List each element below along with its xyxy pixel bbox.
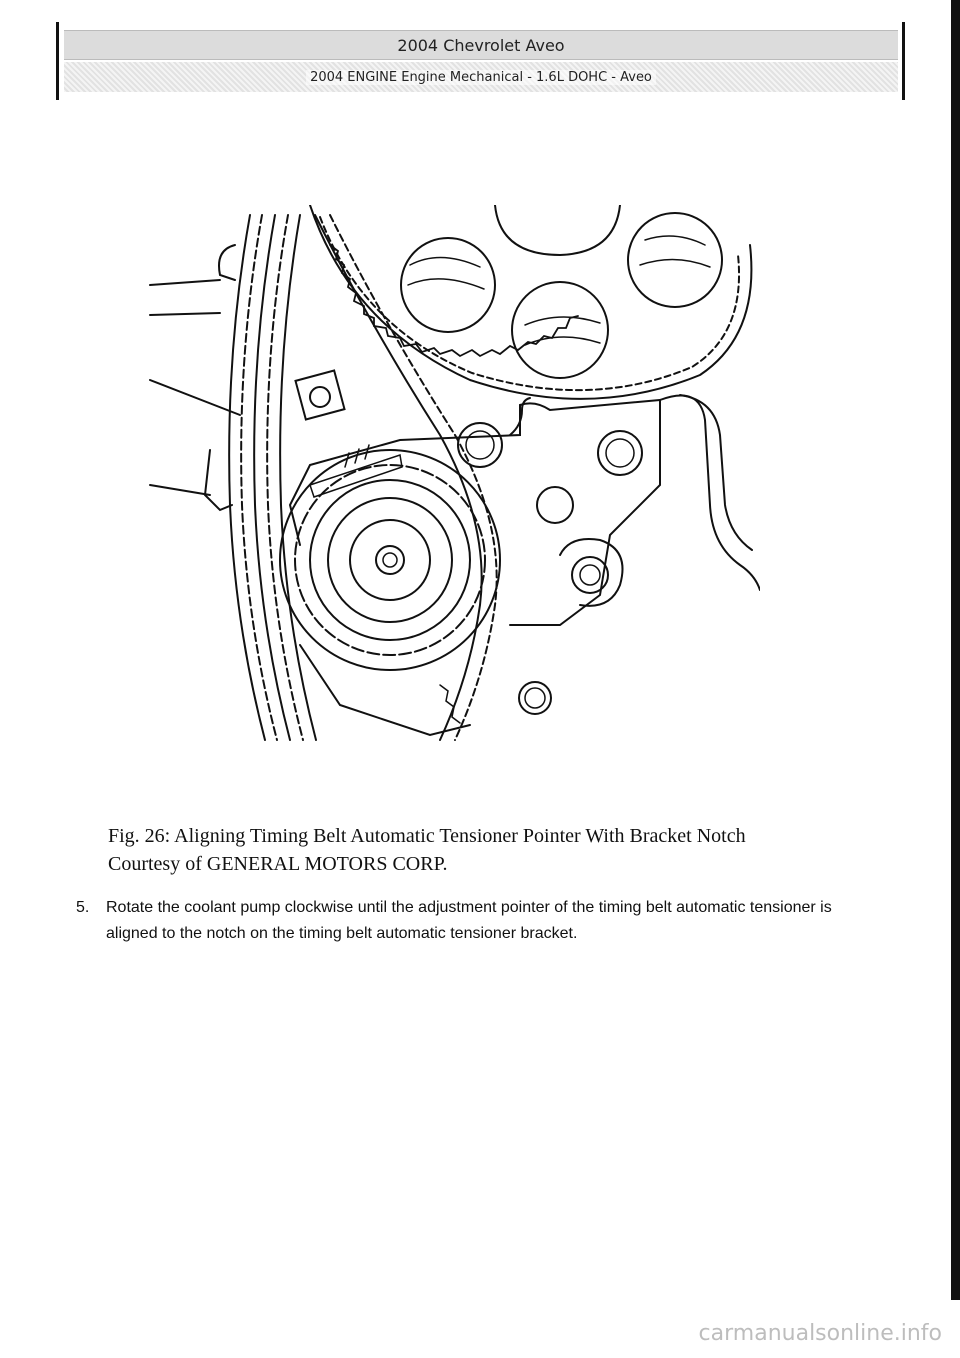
header-subtitle-band — [64, 62, 898, 92]
header-title-band — [64, 30, 898, 60]
figure-caption — [108, 822, 908, 878]
document-title: 2004 Chevrolet Aveo — [397, 35, 565, 55]
watermark-text: carmanualsonline.info — [698, 1321, 942, 1346]
header-frame-right — [902, 22, 905, 100]
document-subtitle: 2004 ENGINE Engine Mechanical - 1.6L DOHC - Aveo — [306, 70, 656, 85]
figure-caption-credit: Courtesy of GENERAL MOTORS CORP. — [108, 853, 448, 875]
figure-caption-title: Fig. 26: Aligning Timing Belt Automatic Tensioner Pointer With Bracket Notch — [108, 825, 746, 847]
step-text: Rotate the coolant pump clockwise until the adjustment pointer of the timing belt automatic tensioner is aligned to the notch on the timing belt automatic tensioner bracket. — [106, 899, 832, 942]
page-edge-rule — [951, 0, 960, 1300]
header-frame-left — [56, 22, 59, 100]
step-number: 5. — [76, 899, 90, 916]
timing-belt-tensioner-illustration — [140, 205, 760, 745]
